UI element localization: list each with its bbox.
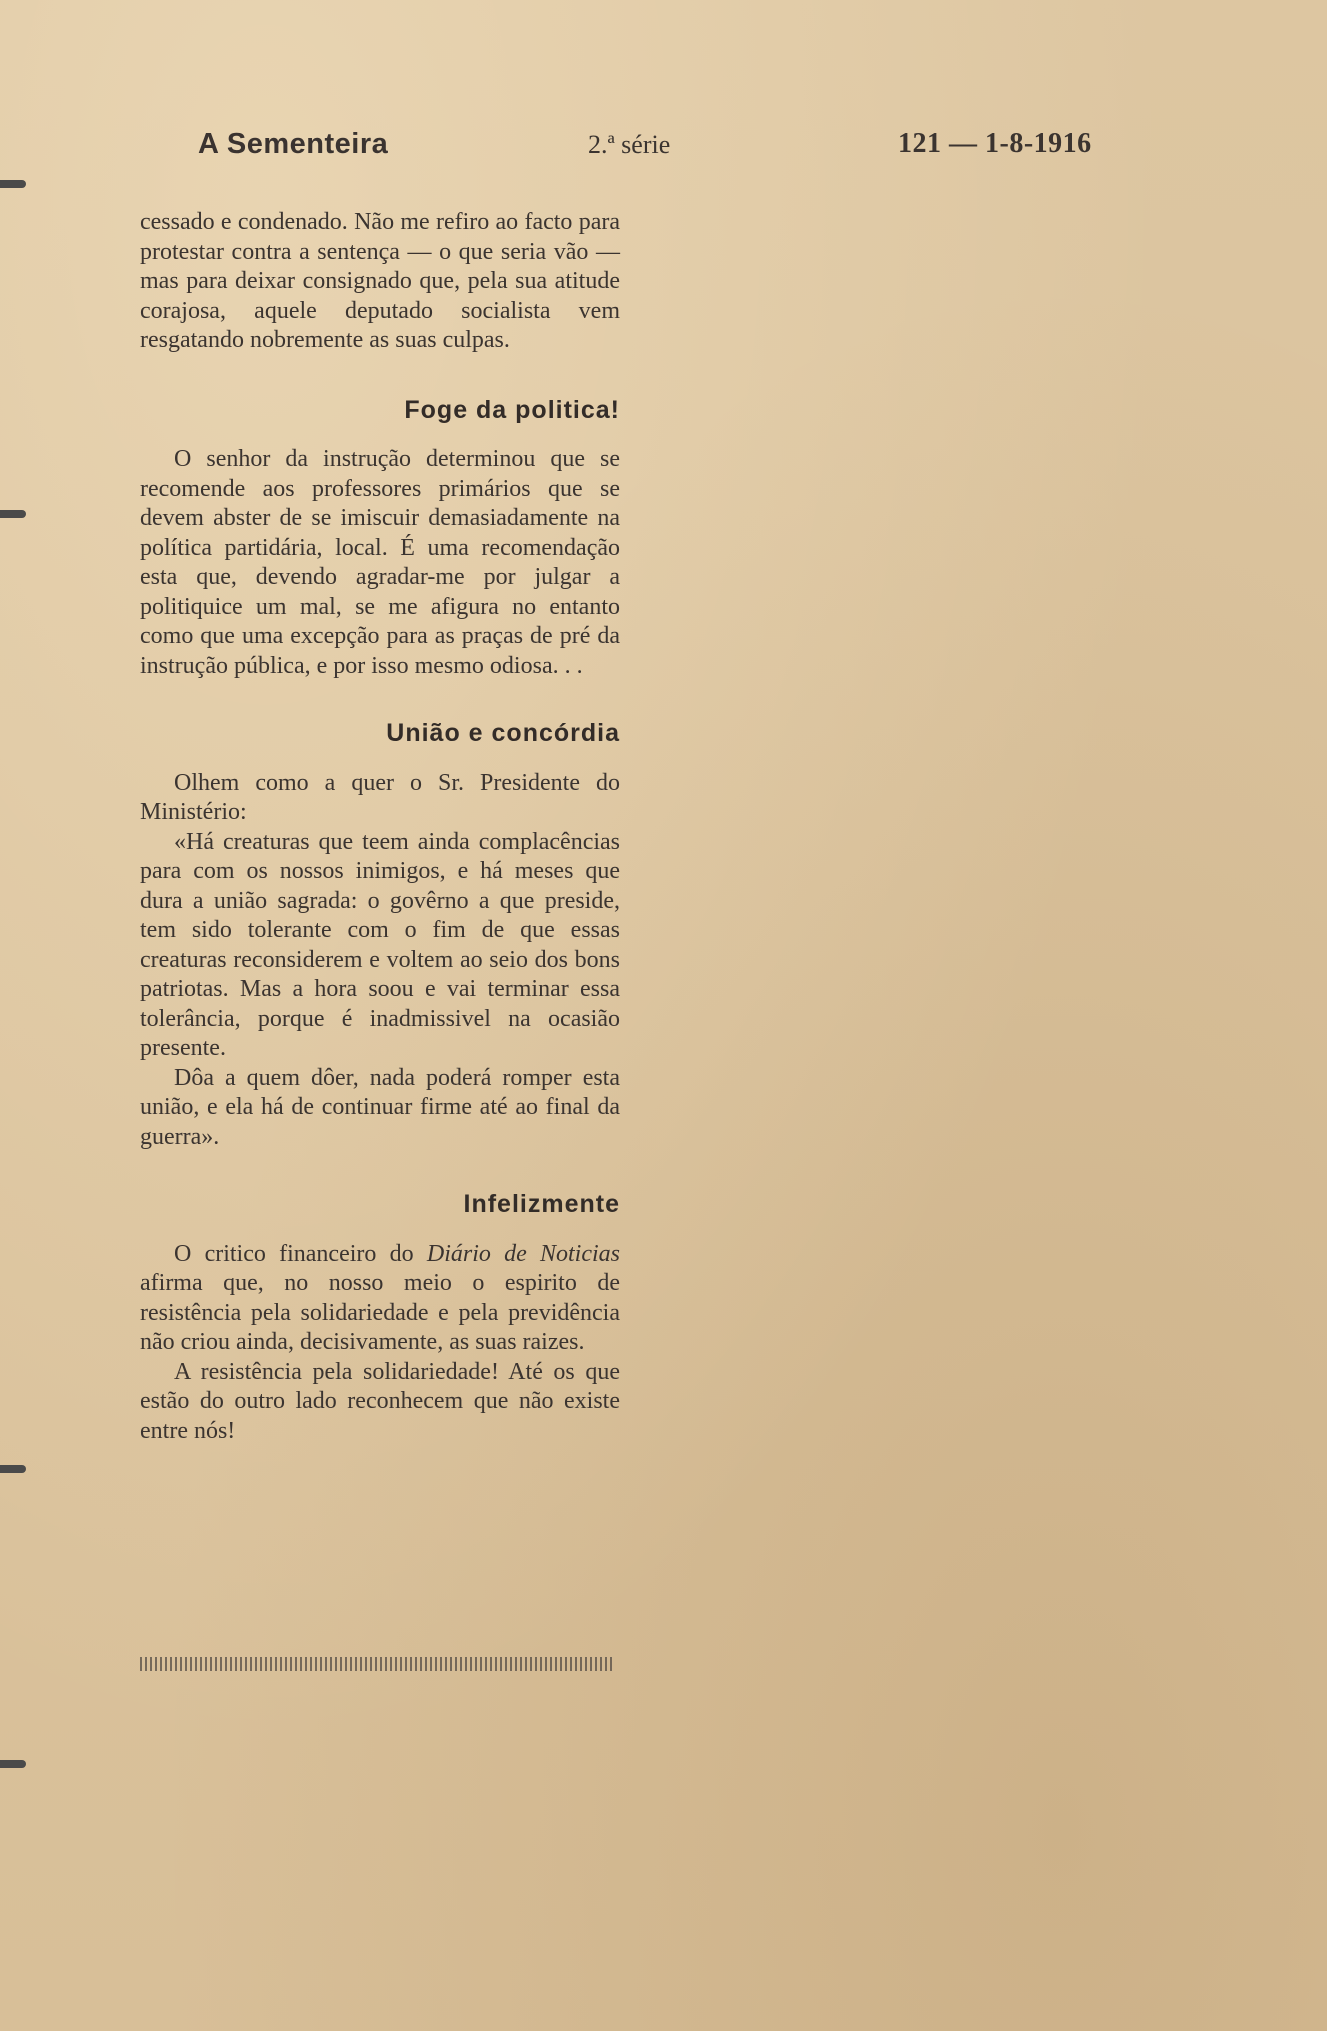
section-paragraph: A resistência pela solidariedade! Até os que estão do outro lado reconhecem que não existe entre nós!: [140, 1358, 620, 1444]
journal-title: A Sementeira: [198, 128, 389, 160]
decorative-rule: [140, 1657, 614, 1671]
binding-mark: [0, 1760, 26, 1768]
section-heading-infelizmente: Infelizmente: [463, 1190, 620, 1218]
quote-paragraph: Dôa a quem dôer, nada poderá romper esta união, e ela há de continuar firme até ao final da guerra».: [140, 1064, 620, 1150]
issue-number-date: 121 — 1-8-1916: [898, 128, 1092, 159]
article-column: [140, 208, 620, 1446]
newspaper-title: Diário de Noticias: [426, 1240, 620, 1267]
intro-paragraph: cessado e condenado. Não me refiro ao facto para protestar contra a sentença — o que seria vão — mas para deixar consignado que, pela sua atitude corajosa, aquele deputado socialista vem resgatando nobremente as suas culpas.: [140, 209, 620, 353]
binding-mark: [0, 1465, 26, 1473]
binding-mark: [0, 510, 26, 518]
section-paragraph: O senhor da instrução determinou que se recomende aos professores primários que se devem abster de se imiscuir demasiadamente na política partidária, local. É uma recomendação esta que, devendo agradar-me por julgar a politiquice um mal, se me afigura no entanto como que uma excepção para as praças de pré da instrução pública, e por isso mesmo odiosa. . .: [140, 446, 620, 679]
series-label: 2.ª série: [588, 130, 671, 159]
section-heading-foge-da-politica: Foge da politica!: [404, 395, 620, 424]
text-before-newspaper: O critico financeiro do: [174, 1240, 427, 1267]
binding-mark: [0, 180, 26, 188]
section-paragraph: [140, 1240, 620, 1358]
page-header: [0, 128, 1327, 168]
quote-paragraph: «Há creaturas que teem ainda complacências para com os nossos inimigos, e há meses que dura a união sagrada: o govêrno a que preside, tem sido tolerante com o fim de que essas creaturas reconsiderem e voltem ao seio dos bons patriotas. Mas a hora soou e vai terminar essa tolerância, porque é inadmissivel na ocasião presente.: [140, 828, 620, 1061]
section-heading-uniao-e-concordia: União e concórdia: [386, 719, 620, 747]
text-after-newspaper: afirma que, no nosso meio o espirito de resistência pela solidariedade e pela previdência não criou ainda, decisivamente, as suas raizes.: [140, 1270, 620, 1355]
section-paragraph: Olhem como a quer o Sr. Presidente do Ministério:: [140, 769, 620, 825]
